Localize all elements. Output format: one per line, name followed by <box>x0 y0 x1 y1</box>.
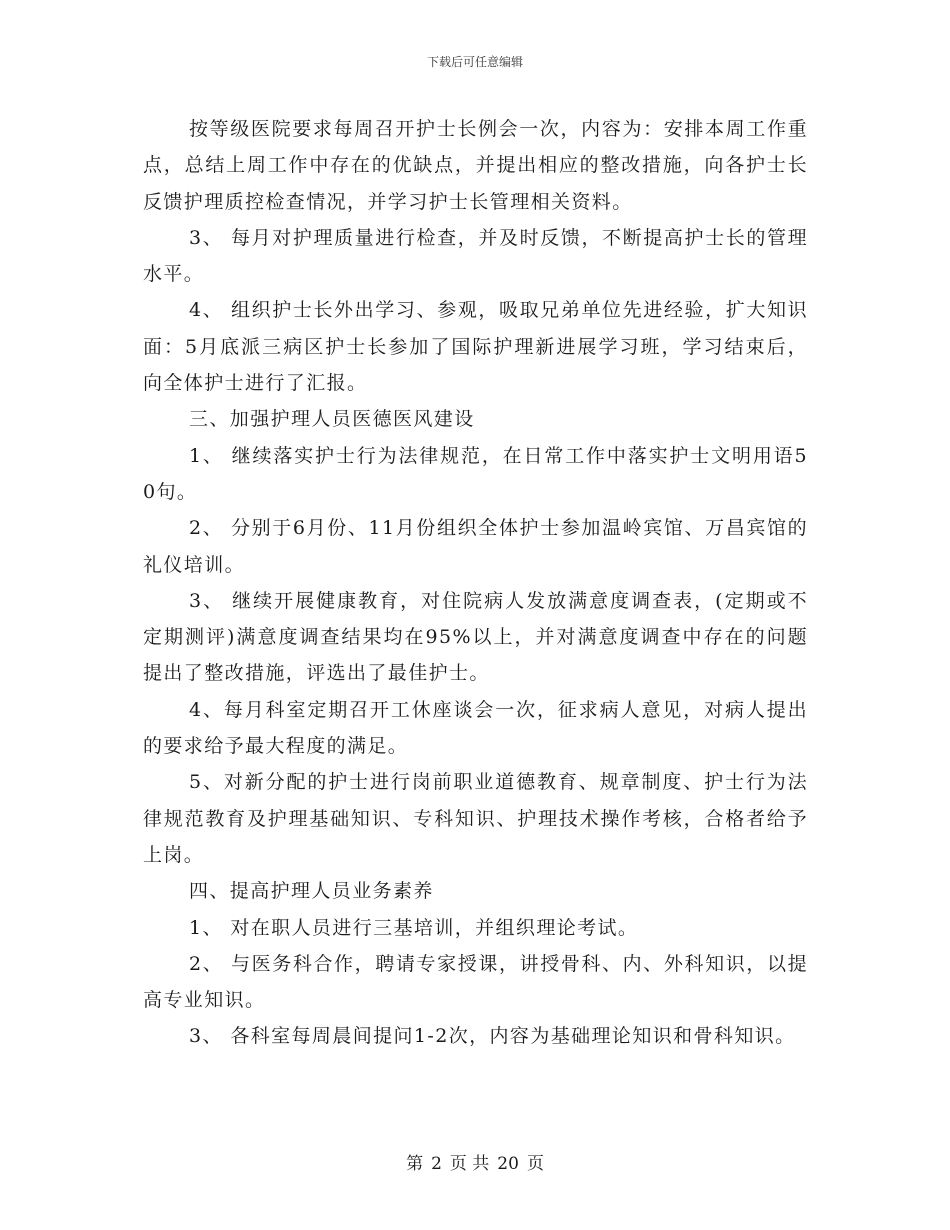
paragraph-12: 2、 与医务科合作，聘请专家授课，讲授骨科、内、外科知识，以提高专业知识。 <box>143 952 808 1012</box>
paragraph-3: 4、 组织护士长外出学习、参观，吸取兄弟单位先进经验，扩大知识面：5月底派三病区护士长参加了国际护理新进展学习班，学习结束后，向全体护士进行了汇报。 <box>143 299 808 395</box>
paragraph-6: 2、 分别于6月份、11月份组织全体护士参加温岭宾馆、万昌宾馆的礼仪培训。 <box>143 517 808 576</box>
page-footer <box>0 1153 950 1175</box>
current-page-number: 2 <box>431 1154 442 1174</box>
header-note: 下载后可任意编辑 <box>426 55 523 69</box>
section-heading-4: 四、提高护理人员业务素养 <box>189 880 434 903</box>
paragraph-1: 按等级医院要求每周召开护士长例会一次，内容为：安排本周工作重点，总结上周工作中存在的优缺点，并提出相应的整改措施，向各护士长反馈护理质控检查情况，并学习护士长管理相关资料。 <box>143 118 808 213</box>
document-body <box>143 111 808 1055</box>
total-pages-number: 20 <box>497 1154 519 1174</box>
paragraph-11: 1、 对在职人员进行三基培训，并组织理论考试。 <box>189 916 639 939</box>
page-label-middle: 页 共 <box>449 1154 490 1174</box>
page-label-prefix: 第 <box>406 1154 424 1174</box>
paragraph-9: 5、对新分配的护士进行岗前职业道德教育、规章制度、护士行为法律规范教育及护理基础知识、专科知识、护理技术操作考核，合格者给予上岗。 <box>143 771 808 866</box>
paragraph-5: 1、 继续落实护士行为法律规范，在日常工作中落实护士文明用语50句。 <box>143 444 808 503</box>
paragraph-8: 4、每月科室定期召开工休座谈会一次，征求病人意见，对病人提出的要求给予最大程度的满足。 <box>143 698 808 758</box>
paragraph-13: 3、 各科室每周晨间提问1-2次，内容为基础理论知识和骨科知识。 <box>189 1025 796 1048</box>
paragraph-2: 3、 每月对护理质量进行检查，并及时反馈，不断提高护士长的管理水平。 <box>143 226 808 286</box>
page-label-suffix: 页 <box>526 1154 544 1174</box>
paragraph-7: 3、 继续开展健康教育，对住院病人发放满意度调查表，(定期或不定期测评)满意度调查结果均在95%以上，并对满意度调查中存在的问题提出了整改措施，评选出了最佳护士。 <box>143 589 808 685</box>
section-heading-3: 三、加强护理人员医德医风建设 <box>189 408 475 431</box>
